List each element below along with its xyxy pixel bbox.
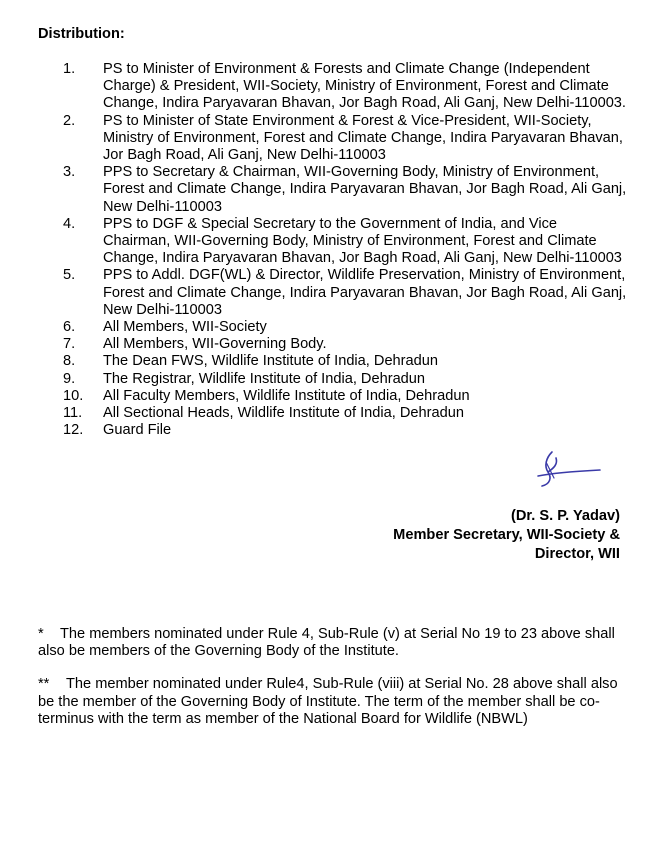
list-item: [38, 61, 628, 113]
item-number: 2.: [63, 112, 76, 129]
list-item: [38, 353, 628, 370]
signatory-name: (Dr. S. P. Yadav): [511, 508, 620, 524]
item-text: All Faculty Members, Wildlife Institute of India, Dehradun: [103, 387, 470, 404]
signature-image: [528, 448, 608, 490]
item-number: 4.: [63, 215, 76, 232]
list-item: [38, 164, 628, 216]
item-number: 9.: [63, 370, 76, 387]
footnote: [38, 676, 622, 728]
signatory-block: [393, 507, 620, 564]
signatory-title: Member Secretary, WII-Society &: [393, 527, 620, 543]
list-item: [38, 388, 628, 405]
distribution-heading: Distribution:: [38, 26, 125, 42]
list-item: [38, 319, 628, 336]
item-number: 10.: [63, 387, 84, 404]
list-item: [38, 422, 628, 439]
item-number: 6.: [63, 319, 76, 336]
item-number: 7.: [63, 336, 76, 353]
item-text: PPS to DGF & Special Secretary to the Government of India, and Vice Chairman, WII-Governing Body, Ministry of Environment, Forest and Climate Change, Indira Paryavaran Bhavan, Jor Bagh Road, Ali Ganj, New Delhi-110003: [103, 215, 622, 267]
item-number: 8.: [63, 353, 76, 370]
footnotes: [38, 626, 622, 744]
list-item: [38, 405, 628, 422]
item-number: 12.: [63, 422, 84, 439]
list-item: [38, 216, 628, 268]
item-text: All Members, WII-Society: [103, 319, 267, 336]
item-number: 3.: [63, 164, 76, 181]
footnote-mark: *: [38, 626, 44, 642]
item-number: 11.: [63, 405, 83, 422]
item-text: Guard File: [103, 422, 172, 439]
list-item: [38, 336, 628, 353]
item-text: PS to Minister of State Environment & Forest & Vice-President, WII-Society, Ministry of Environment, Forest and Climate Change, Indira Paryavaran Bhavan, Jor Bagh Road, Ali Ganj, New Delhi-110003: [103, 112, 623, 164]
item-text: PPS to Secretary & Chairman, WII-Governing Body, Ministry of Environment, Forest and Climate Change, Indira Paryavaran Bhavan, Jor Bagh Road, Ali Ganj, New Delhi-110003: [103, 164, 627, 215]
footnote-mark: **: [38, 676, 50, 693]
footnote-text: The members nominated under Rule 4, Sub-Rule (v) at Serial No 19 to 23 above shall also be members of the Governing Body of the Institute.: [38, 626, 615, 660]
footnote-text: The member nominated under Rule4, Sub-Rule (viii) at Serial No. 28 above shall also be the member of the Governing Body of Institute. The term of the member shall be co-terminus with the term as member of the National Board for Wildlife (NBWL): [38, 676, 618, 727]
list-item: [38, 267, 628, 319]
item-number: 1.: [63, 61, 76, 77]
item-text: All Members, WII-Governing Body.: [103, 336, 327, 353]
list-item: [38, 371, 628, 388]
item-text: The Registrar, Wildlife Institute of India, Dehradun: [103, 370, 426, 387]
item-text: All Sectional Heads, Wildlife Institute of India, Dehradun: [103, 405, 464, 422]
distribution-list: [38, 61, 628, 439]
item-text: PPS to Addl. DGF(WL) & Director, Wildlife Preservation, Ministry of Environment, Forest and Climate Change, Indira Paryavaran Bhavan, Jor Bagh Road, Ali Ganj, New Delhi-110003: [103, 267, 627, 318]
item-text: The Dean FWS, Wildlife Institute of India, Dehradun: [103, 353, 439, 370]
list-item: [38, 113, 628, 165]
footnote: [38, 626, 622, 660]
item-text: PS to Minister of Environment & Forests and Climate Change (Independent Charge) & President, WII-Society, Ministry of Environment, Forest and Climate Change, Indira Paryavaran Bhavan, Jor Bagh Road, Ali Ganj, New Delhi-110003.: [103, 61, 626, 112]
item-number: 5.: [63, 267, 76, 284]
signatory-title: Director, WII: [534, 546, 620, 562]
